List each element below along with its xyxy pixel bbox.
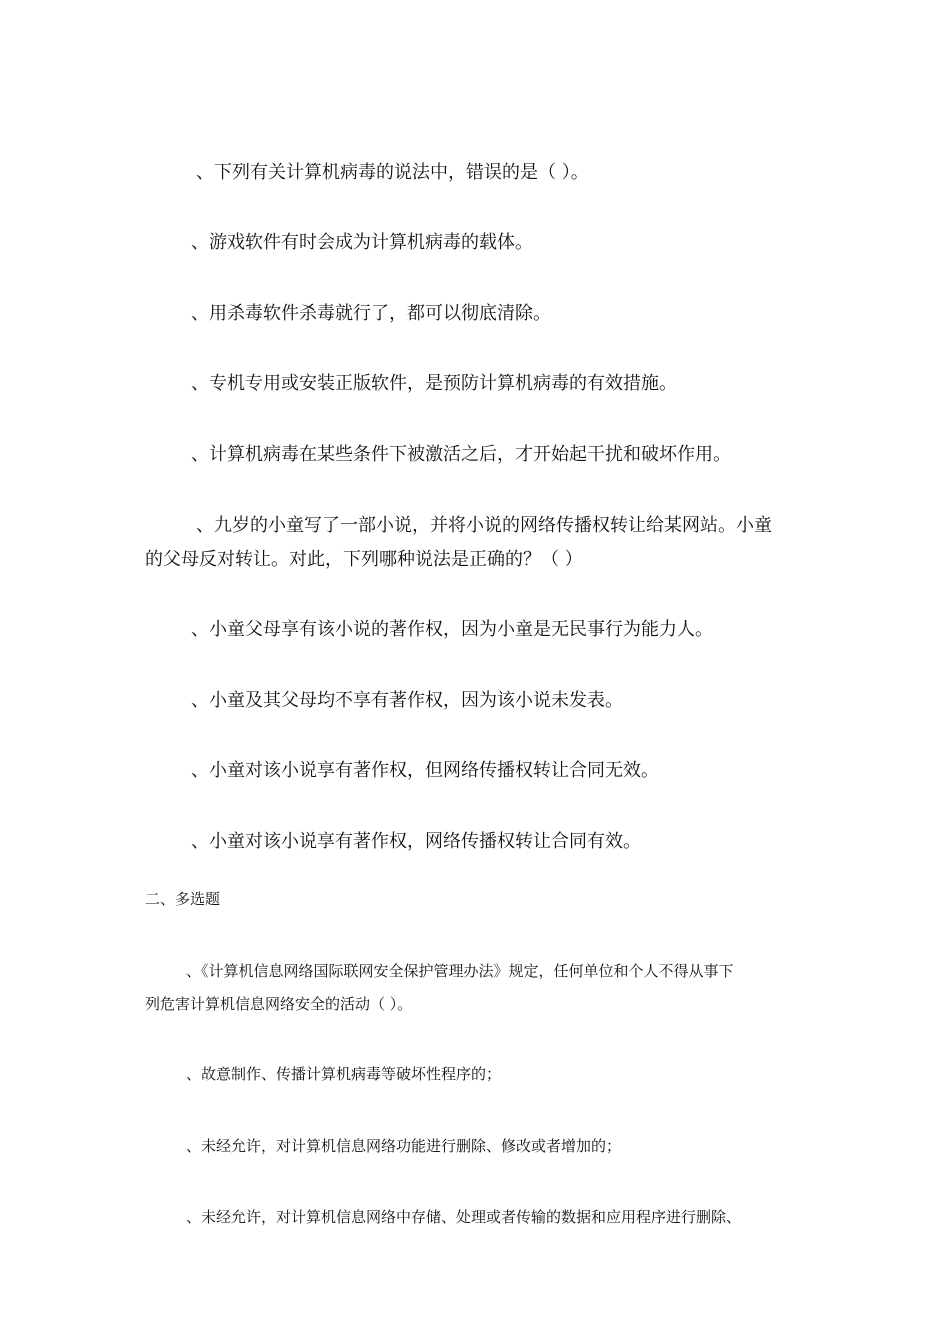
question-1-option-d: 、计算机病毒在某些条件下被激活之后，才开始起干扰和破坏作用。 — [191, 444, 731, 465]
question-1-option-a: 、游戏软件有时会成为计算机病毒的载体。 — [191, 232, 533, 253]
question-2-option-a: 、小童父母享有该小说的著作权，因为小童是无民事行为能力人。 — [191, 619, 713, 640]
question-2-option-c: 、小童对该小说享有著作权，但网络传播权转让合同无效。 — [191, 760, 659, 781]
question-3-stem-line-1: 、《计算机信息网络国际联网安全保护管理办法》规定，任何单位和个人不得从事下 — [186, 962, 734, 980]
question-1-stem: 、下列有关计算机病毒的说法中，错误的是（ ）。 — [196, 162, 589, 183]
section-heading: 二、多选题 — [145, 890, 221, 908]
question-1-option-b: 、用杀毒软件杀毒就行了，都可以彻底清除。 — [191, 303, 551, 324]
question-1-option-c: 、专机专用或安装正版软件，是预防计算机病毒的有效措施。 — [191, 373, 677, 394]
question-2-option-d: 、小童对该小说享有著作权，网络传播权转让合同有效。 — [191, 831, 641, 852]
question-2-stem-line-1: 、九岁的小童写了一部小说，并将小说的网络传播权转让给某网站。小童 — [196, 515, 772, 536]
question-3-option-a: 、故意制作、传播计算机病毒等破坏性程序的； — [186, 1065, 502, 1083]
question-2-stem-line-2: 的父母反对转让。对此，下列哪种说法是正确的？（ ） — [145, 549, 583, 570]
question-3-option-c: 、未经允许，对计算机信息网络中存储、处理或者传输的数据和应用程序进行删除、 — [186, 1208, 742, 1226]
question-3-option-b: 、未经允许，对计算机信息网络功能进行删除、修改或者增加的； — [186, 1137, 622, 1155]
question-2-option-b: 、小童及其父母均不享有著作权，因为该小说未发表。 — [191, 690, 623, 711]
question-3-stem-line-2: 列危害计算机信息网络安全的活动（ ）。 — [145, 995, 413, 1013]
